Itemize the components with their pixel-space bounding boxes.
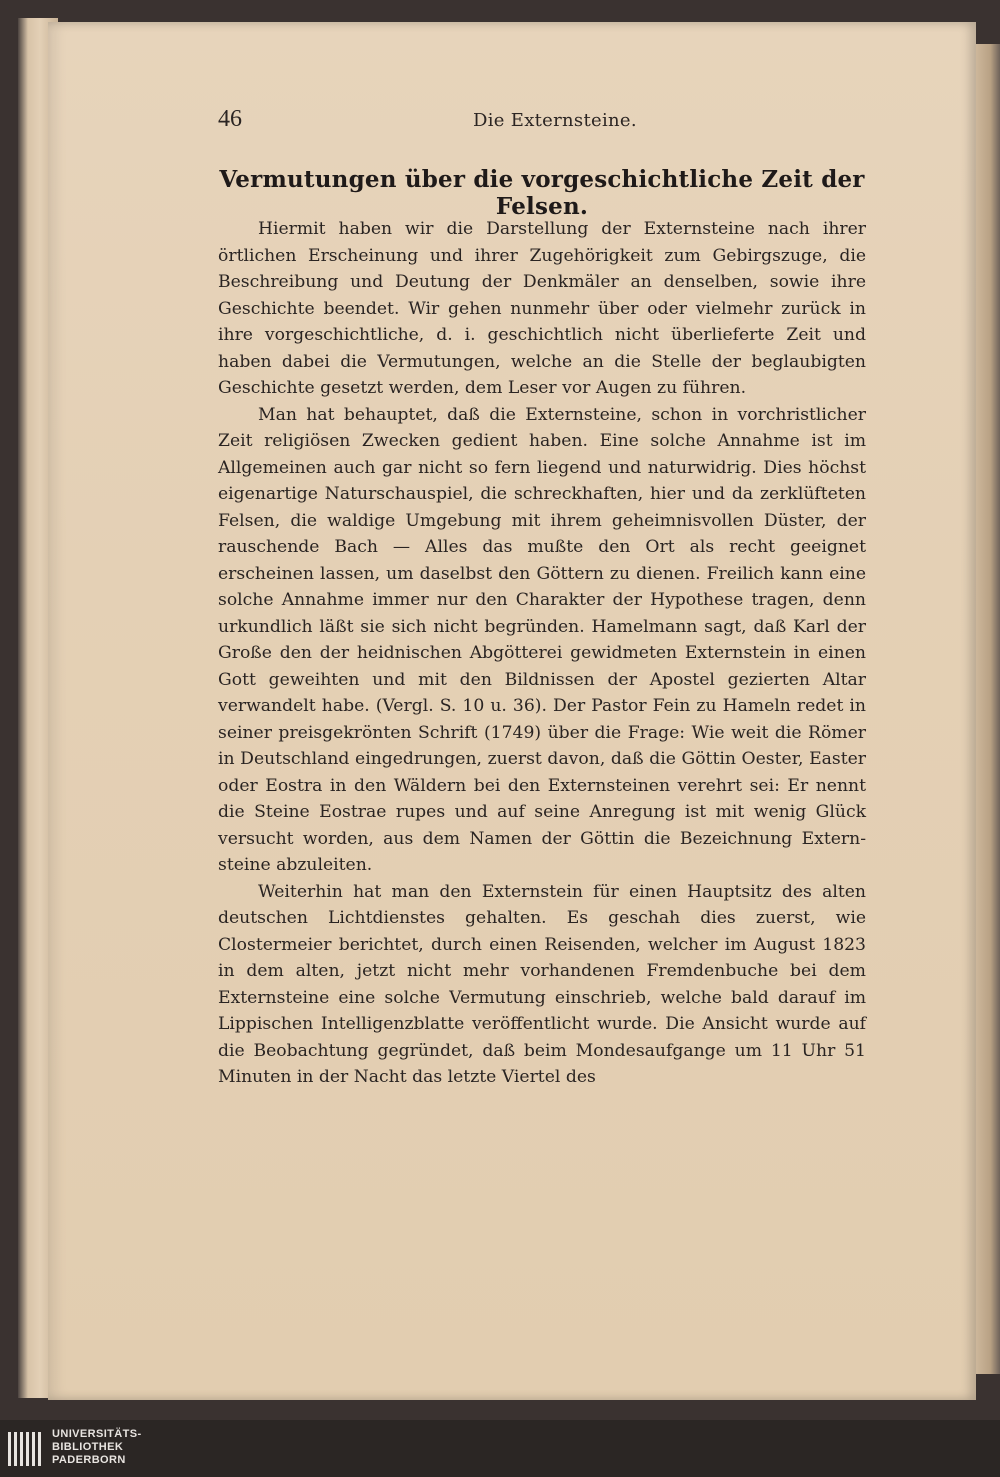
paragraph-2: Man hat behauptet, daß die Externsteine, schon in vorchristlicher Zeit religiösen Zwecken gedient haben. Eine solche Annahme ist im Allgemeinen auch gar nicht so fern liegend und naturwidrig. Dies höchst eigenartige Naturschauspiel, die schreckhaften, hier und da zerklüfteten Felsen, die waldige Umgebung mit ihrem geheimnisvollen Düster, der rauschende Bach — Alles das mußte den Ort als recht geeignet erscheinen lassen, um daselbst den Göttern zu dienen. Freilich kann eine solche Annahme immer nur den Charakter der Hypothese tragen, denn urkundlich läßt sie sich nicht begründen. Hamelmann sagt, daß Karl der Große den der heidnischen Abgötterei gewidmeten Externstein in einen Gott geweihten und mit den Bildnissen der Apostel gezierten Altar verwandelt habe. (Vergl. S. 10 u. 36). Der Pastor Fein zu Hameln redet in seiner preisgekrönten Schrift (1749) über die Frage: Wie weit die Römer in Deutschland eingedrungen, zuerst davon, daß die Göttin Oester, Easter oder Eostra in den Wäldern bei den Externsteinen verehrt sei: Er nennt die Steine Eostrae rupes und auf seine Anregung ist mit wenig Glück versucht worden, aus dem Namen der Göttin die Bezeichnung Externsteine abzuleiten. (218, 404, 866, 875)
library-logo-text (52, 1428, 142, 1467)
logo-line-2: BIBLIOTHEK (52, 1441, 124, 1453)
logo-line-1: UNIVERSITÄTS- (52, 1428, 142, 1440)
page-header (218, 106, 866, 140)
running-head: Die Externsteine. (473, 110, 637, 131)
library-logo-icon (4, 1428, 46, 1470)
body-text (218, 216, 866, 1091)
facing-page-edge (976, 44, 1000, 1374)
logo-line-3: PADERBORN (52, 1454, 126, 1466)
section-title: Vermutungen über die vorgeschichtliche Zeit der Felsen. (219, 166, 865, 220)
library-footer-bar (0, 1420, 1000, 1477)
page-number: 46 (218, 106, 242, 132)
paragraph-1: Hiermit haben wir die Darstellung der Externsteine nach ihrer örtlichen Erscheinung und ihrer Zugehörigkeit zum Gebirgszuge, die Beschreibung und Deutung der Denkmäler an denselben, sowie ihre Geschichte beendet. Wir gehen nunmehr über oder vielmehr zurück in ihre vorgeschichtliche, d. i. geschichtlich nicht überlieferte Zeit und haben dabei die Vermutungen, welche an die Stelle der beglaubigten Geschichte gesetzt werden, dem Leser vor Augen zu führen. (218, 219, 866, 398)
paragraph-3: Weiterhin hat man den Externstein für einen Hauptsitz des alten deutschen Lichtdienstes gehalten. Es geschah dies zuerst, wie Clostermeier berichtet, durch einen Reisenden, welcher im August 1823 in dem alten, jetzt nicht mehr vorhandenen Fremdenbuche bei dem Externsteine eine solche Vermutung einschrieb, welche bald darauf im Lippischen Intelligenzblatte veröffentlicht wurde. Die Ansicht wurde auf die Beobachtung gegründet, daß beim Mondesaufgange um 11 Uhr 51 Minuten in der Nacht das letzte Viertel des (218, 881, 866, 1087)
